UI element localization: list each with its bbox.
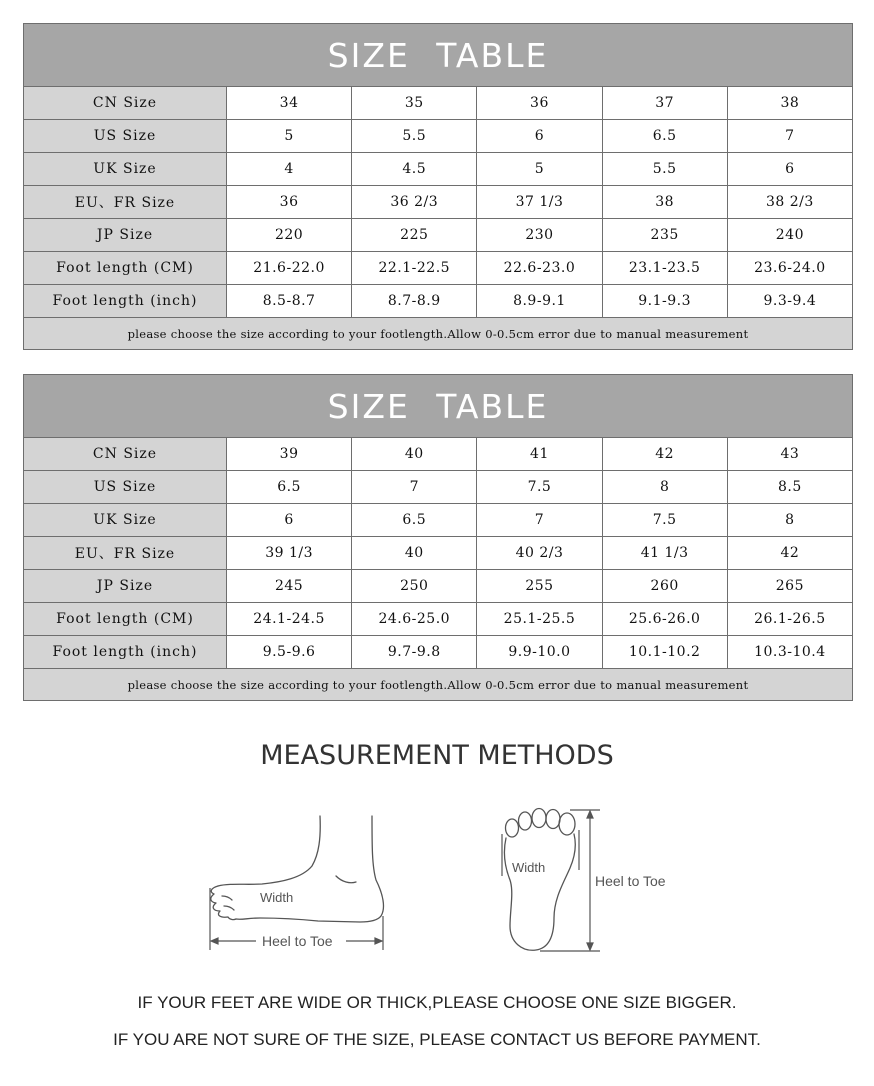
table-cell: 38 [602, 186, 727, 219]
table-cell: 6.5 [602, 120, 727, 153]
table-row-foot-length-cm [24, 252, 853, 285]
table-row-cn-size [24, 87, 853, 120]
table-cell: 10.1-10.2 [602, 636, 727, 669]
ankle-detail [336, 876, 356, 883]
size-table-note: please choose the size according to your footlength.Allow 0-0.5cm error due to manual measurement [24, 318, 853, 350]
row-label: US Size [24, 120, 227, 153]
table-row-cn-size [24, 438, 853, 471]
table-cell: 245 [227, 570, 352, 603]
toe-outline [559, 813, 575, 835]
table-cell: 8 [602, 471, 727, 504]
table-row-us-size [24, 120, 853, 153]
table-cell: 22.1-22.5 [352, 252, 477, 285]
table-cell: 9.1-9.3 [602, 285, 727, 318]
table-cell: 250 [352, 570, 477, 603]
size-table-title: SIZE TABLE [24, 24, 853, 87]
table-cell: 41 1/3 [602, 537, 727, 570]
table-cell: 37 [602, 87, 727, 120]
table-cell: 230 [477, 219, 602, 252]
table-cell: 23.6-24.0 [727, 252, 852, 285]
table-row-foot-length-inch [24, 285, 853, 318]
table-cell: 235 [602, 219, 727, 252]
toes-outline [211, 886, 236, 920]
table-row-eu-fr-size [24, 537, 853, 570]
heel-to-toe-label: Heel to Toe [262, 933, 333, 949]
table-cell: 7.5 [602, 504, 727, 537]
row-label: Foot length (CM) [24, 603, 227, 636]
table-cell: 10.3-10.4 [727, 636, 852, 669]
table-cell: 7 [352, 471, 477, 504]
notice-contact: IF YOU ARE NOT SURE OF THE SIZE, PLEASE CONTACT US BEFORE PAYMENT. [113, 1030, 761, 1049]
toe-detail [224, 906, 234, 910]
table-cell: 23.1-23.5 [602, 252, 727, 285]
table-cell: 8.7-8.9 [352, 285, 477, 318]
toe-detail [222, 896, 232, 900]
table-cell: 38 [727, 87, 852, 120]
table-row-jp-size [24, 570, 853, 603]
row-label: US Size [24, 471, 227, 504]
notice-wide-feet: IF YOUR FEET ARE WIDE OR THICK,PLEASE CHOOSE ONE SIZE BIGGER. [137, 993, 737, 1012]
table-cell: 4 [227, 153, 352, 186]
table-cell: 34 [227, 87, 352, 120]
table-cell: 39 1/3 [227, 537, 352, 570]
size-table-note: please choose the size according to your footlength.Allow 0-0.5cm error due to manual measurement [24, 669, 853, 701]
table-cell: 5.5 [352, 120, 477, 153]
table-cell: 8.5 [727, 471, 852, 504]
side-foot-diagram [200, 810, 400, 960]
table-cell: 40 [352, 537, 477, 570]
table-cell: 40 [352, 438, 477, 471]
table-cell: 38 2/3 [727, 186, 852, 219]
toe-outline [506, 819, 519, 837]
table-cell: 8.5-8.7 [227, 285, 352, 318]
table-cell: 25.6-26.0 [602, 603, 727, 636]
table-cell: 9.5-9.6 [227, 636, 352, 669]
row-label: UK Size [24, 504, 227, 537]
table-row-eu-fr-size [24, 186, 853, 219]
row-label: CN Size [24, 438, 227, 471]
table-cell: 6.5 [352, 504, 477, 537]
table-cell: 265 [727, 570, 852, 603]
table-cell: 240 [727, 219, 852, 252]
table-cell: 6 [727, 153, 852, 186]
table-cell: 9.7-9.8 [352, 636, 477, 669]
table-cell: 42 [602, 438, 727, 471]
table-cell: 7 [477, 504, 602, 537]
table-cell: 6.5 [227, 471, 352, 504]
table-cell: 36 [227, 186, 352, 219]
top-foot-diagram [490, 800, 690, 960]
table-cell: 7.5 [477, 471, 602, 504]
table-cell: 8.9-9.1 [477, 285, 602, 318]
row-label: JP Size [24, 219, 227, 252]
table-cell: 37 1/3 [477, 186, 602, 219]
table-row-uk-size [24, 153, 853, 186]
row-label: UK Size [24, 153, 227, 186]
toe-outline [546, 810, 560, 829]
sole-outline [504, 834, 575, 950]
row-label: EU、FR Size [24, 186, 227, 219]
table-cell: 21.6-22.0 [227, 252, 352, 285]
toe-outline [532, 809, 546, 828]
toe-outline [519, 812, 532, 830]
table-cell: 255 [477, 570, 602, 603]
heel-to-toe-label: Heel to Toe [595, 873, 666, 889]
size-table-title: SIZE TABLE [24, 375, 853, 438]
table-cell: 6 [477, 120, 602, 153]
table-cell: 7 [727, 120, 852, 153]
table-cell: 5 [477, 153, 602, 186]
table-cell: 9.3-9.4 [727, 285, 852, 318]
size-table-large [23, 374, 853, 701]
table-row-foot-length-inch [24, 636, 853, 669]
table-row-foot-length-cm [24, 603, 853, 636]
row-label: Foot length (CM) [24, 252, 227, 285]
table-cell: 9.9-10.0 [477, 636, 602, 669]
table-cell: 41 [477, 438, 602, 471]
table-row-uk-size [24, 504, 853, 537]
table-cell: 36 [477, 87, 602, 120]
row-label: Foot length (inch) [24, 636, 227, 669]
table-cell: 24.1-24.5 [227, 603, 352, 636]
row-label: JP Size [24, 570, 227, 603]
measurement-title: MEASUREMENT METHODS [260, 740, 614, 771]
table-cell: 39 [227, 438, 352, 471]
table-cell: 24.6-25.0 [352, 603, 477, 636]
table-cell: 220 [227, 219, 352, 252]
table-cell: 36 2/3 [352, 186, 477, 219]
width-label: Width [512, 860, 546, 875]
table-cell: 6 [227, 504, 352, 537]
table-row-us-size [24, 471, 853, 504]
row-label: CN Size [24, 87, 227, 120]
width-label: Width [260, 890, 294, 905]
table-cell: 4.5 [352, 153, 477, 186]
table-cell: 25.1-25.5 [477, 603, 602, 636]
table-cell: 42 [727, 537, 852, 570]
table-row-jp-size [24, 219, 853, 252]
table-cell: 40 2/3 [477, 537, 602, 570]
table-cell: 22.6-23.0 [477, 252, 602, 285]
table-cell: 8 [727, 504, 852, 537]
table-cell: 43 [727, 438, 852, 471]
leg-outline [218, 816, 320, 886]
row-label: Foot length (inch) [24, 285, 227, 318]
row-label: EU、FR Size [24, 537, 227, 570]
table-cell: 225 [352, 219, 477, 252]
table-cell: 26.1-26.5 [727, 603, 852, 636]
table-cell: 5 [227, 120, 352, 153]
table-cell: 260 [602, 570, 727, 603]
size-table-small [23, 23, 853, 350]
table-cell: 5.5 [602, 153, 727, 186]
table-cell: 35 [352, 87, 477, 120]
